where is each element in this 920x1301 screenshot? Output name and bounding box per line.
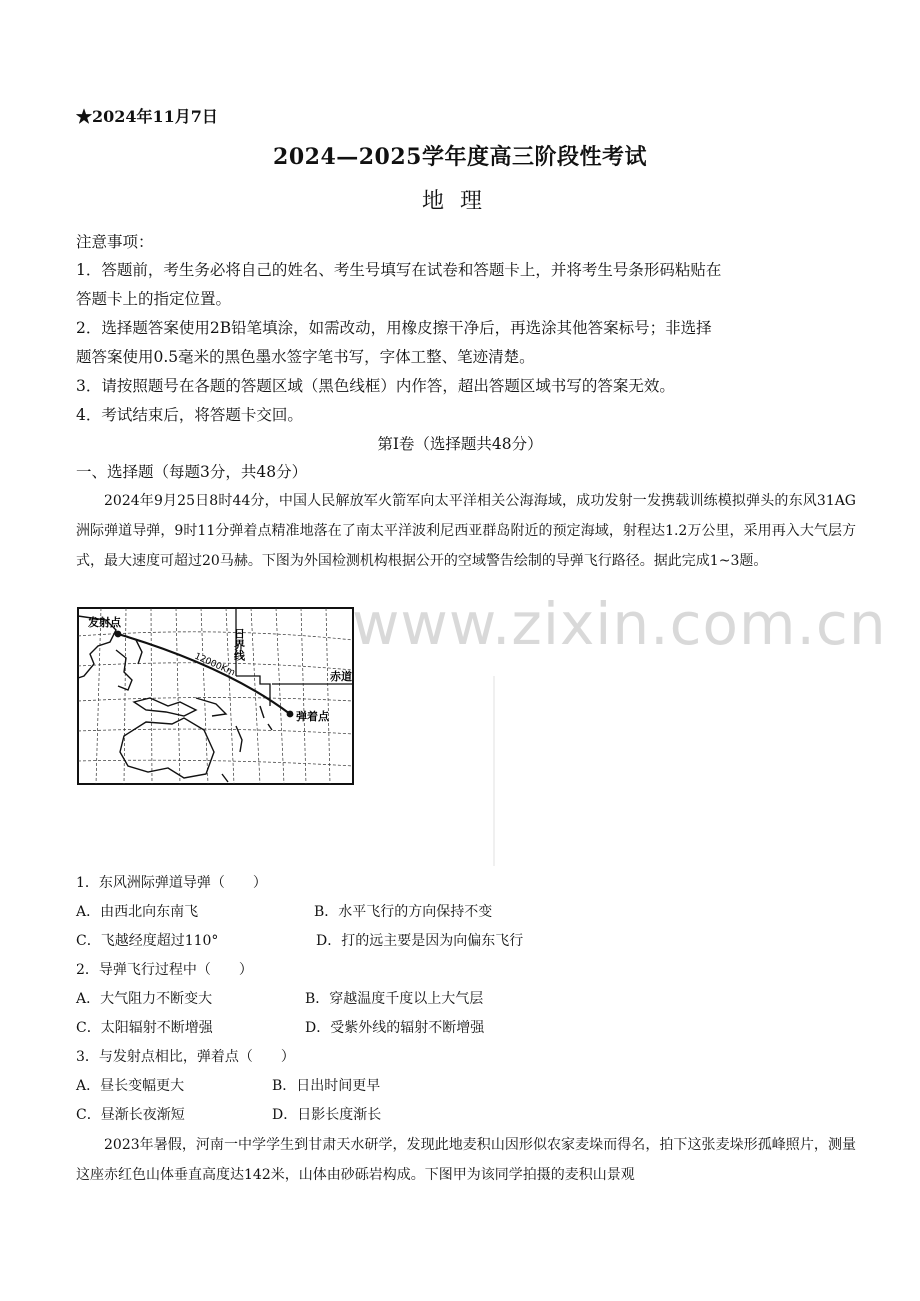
watermark: www.zixin.com.cn — [352, 590, 887, 658]
part-heading: 一、选择题（每题3分，共48分） — [76, 463, 308, 481]
equator-label: 赤道 — [330, 670, 352, 683]
distance-label: 12000Km — [192, 651, 237, 679]
notice-item: 2．选择题答案使用2B铅笔填涂，如需改动，用橡皮擦干净后，再选涂其他答案标号；非选择 — [76, 319, 712, 337]
notice-item: 1．答题前，考生务必将自己的姓名、考生号填写在试卷和答题卡上，并将考生号条形码粘贴在 — [76, 261, 722, 279]
option: C．昼渐长夜渐短 — [76, 1107, 185, 1123]
option: C．太阳辐射不断增强 — [76, 1020, 213, 1036]
volume-heading: 第Ⅰ卷（选择题共48分） — [377, 435, 543, 453]
notice-item: 答题卡上的指定位置。 — [76, 290, 232, 308]
launch-point-marker — [115, 631, 122, 638]
option: B．穿越温度千度以上大气层 — [305, 991, 484, 1007]
option: A．昼长变幅更大 — [76, 1078, 185, 1094]
option: D．打的远主要是因为向偏东飞行 — [316, 933, 524, 949]
question-stem: 1．东风洲际弹道导弹（ ） — [76, 875, 267, 891]
option: B．日出时间更早 — [272, 1078, 381, 1094]
notice-item: 题答案使用0.5毫米的黑色墨水签字笔书写，字体工整、笔迹清楚。 — [76, 348, 535, 366]
passage-maijishan: 2023年暑假，河南一中学学生到甘肃天水研学，发现此地麦积山因形似农家麦垛而得名，拍下这张麦垛形孤峰照片，测量这座赤红色山体垂直高度达142米，山体由砂砾岩构成。下图甲为该同学拍摄的麦积山景观 — [76, 1137, 856, 1183]
option: B．水平飞行的方向保持不变 — [314, 904, 493, 920]
option: D．受紫外线的辐射不断增强 — [305, 1020, 485, 1036]
exam-date: ★2024年11月7日 — [76, 107, 218, 126]
question-stem: 3．与发射点相比，弹着点（ ） — [76, 1049, 295, 1065]
exam-title: 2024—2025学年度高三阶段性考试 — [273, 144, 647, 170]
dateline-label: 日界线 — [232, 628, 246, 661]
impact-point-marker — [287, 711, 294, 718]
launch-label: 发射点 — [88, 616, 121, 629]
option: C．飞越经度超过110° — [76, 933, 219, 949]
notice-item: 4．考试结束后，将答题卡交回。 — [76, 406, 303, 424]
option: A．由西北向东南飞 — [76, 904, 199, 920]
notice-item: 3．请按照题号在各题的答题区域（黑色线框）内作答，超出答题区域书写的答案无效。 — [76, 377, 675, 395]
notice-heading: 注意事项： — [76, 233, 154, 251]
impact-label: 弹着点 — [296, 710, 329, 723]
question-stem: 2．导弹飞行过程中（ ） — [76, 962, 253, 978]
option: A．大气阻力不断变大 — [76, 991, 213, 1007]
option: D．日影长度渐长 — [272, 1107, 382, 1123]
exam-subject: 地理 — [421, 189, 498, 214]
passage-missile: 2024年9月25日8时44分，中国人民解放军火箭军向太平洋相关公海海域，成功发射一发携载训练模拟弹头的东风31AG洲际弹道导弹，9时11分弹着点精准地落在了南太平洋波利尼西亚群岛附近的预定海域，射程达1.2万公里，采用再入大气层方式，最大速度可超过20马赫。下图为外国检测机构根据公开的空域警告绘制的导弹飞行路径。据此完成1~3题。 — [76, 493, 856, 569]
